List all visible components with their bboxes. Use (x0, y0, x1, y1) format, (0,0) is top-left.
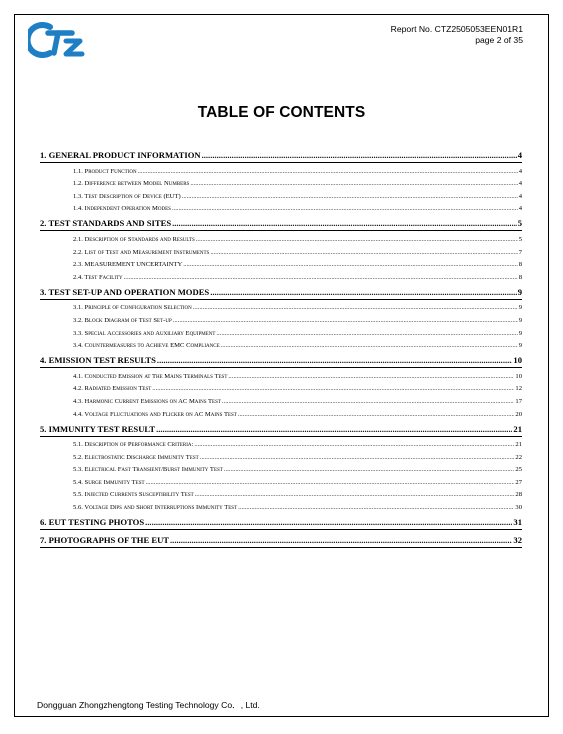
toc-entry-title: 4.1. Conducted Emission at The Mains Terminals Test (73, 372, 228, 380)
toc-entry-title: 5.1. Description of Performance Criteria: (73, 441, 194, 449)
toc-leader (145, 517, 512, 527)
toc-page-number: 4 (517, 150, 522, 160)
toc-leader (202, 150, 517, 160)
toc-leader (138, 168, 518, 176)
toc-section-title: 5. IMMUNITY TEST RESULT (40, 423, 156, 434)
report-header (391, 24, 523, 46)
toc-entry[interactable] (40, 163, 522, 176)
toc-section[interactable] (40, 218, 522, 231)
toc-page-number: 17 (515, 397, 522, 405)
toc-page-number: 27 (515, 478, 522, 486)
toc-leader (210, 287, 516, 297)
toc-leader (194, 441, 514, 449)
toc-page-number: 25 (515, 466, 522, 474)
toc-entry-title: 1.4. Independent Operation Modes (73, 205, 171, 213)
toc-leader (182, 193, 518, 201)
toc-entry[interactable] (40, 487, 522, 500)
toc-page-number: 20 (515, 410, 522, 418)
toc-leader (216, 330, 517, 338)
toc-leader (238, 504, 514, 512)
toc-entry-title: 2.3. MEASUREMENT UNCERTAINTY (73, 261, 183, 269)
toc-entry-title: 1.3. Test Description of Device (EUT) (73, 192, 181, 200)
toc-entry[interactable] (40, 449, 522, 462)
toc-entry-title: 4.3. Harmonic Current Emissions on AC Mains Test (73, 397, 221, 405)
toc-leader (190, 180, 517, 188)
ctz-logo (28, 21, 90, 61)
page-indicator: page 2 of 35 (475, 35, 523, 45)
company-footer: Dongguan Zhongzhengtong Testing Technology Co．, Ltd. (37, 700, 260, 710)
toc-section[interactable] (40, 424, 522, 437)
toc-entry-title: 2.4. Test Facility (73, 273, 123, 281)
toc-entry-title: 4.2. Radiated Emission Test (73, 385, 152, 393)
toc-entry[interactable] (40, 393, 522, 406)
toc-entry-title: 3.4. Countermeasures to Achieve EMC Compliance (73, 342, 220, 350)
toc-section[interactable] (40, 355, 522, 368)
toc-leader (170, 535, 512, 545)
toc-entry-title: 5.3. Electrical Fast Transient/Burst Immunity Test (73, 466, 223, 474)
toc-page-number: 7 (518, 248, 522, 256)
toc-leader (228, 373, 514, 381)
toc-entry[interactable] (40, 406, 522, 419)
toc-leader (193, 304, 518, 312)
toc-entry[interactable] (40, 338, 522, 351)
toc-section-title: 4. EMISSION TEST RESULTS (40, 355, 156, 366)
toc-section-title: 7. PHOTOGRAPHS OF THE EUT (40, 535, 170, 546)
toc-section[interactable] (40, 287, 522, 300)
toc-entry[interactable] (40, 368, 522, 381)
toc-entry[interactable] (40, 244, 522, 257)
toc-leader (172, 205, 518, 213)
toc-entry-title: 1.1. Product Function (73, 167, 137, 175)
report-number: Report No. CTZ2505053EEN01R1 (390, 24, 523, 34)
toc-page-number: 4 (518, 205, 522, 213)
toc-section[interactable] (40, 535, 522, 548)
toc-leader (157, 355, 512, 365)
toc-page-number: 9 (517, 286, 522, 297)
toc-section-title: 6. EUT TESTING PHOTOS (40, 517, 145, 528)
toc-page-number: 21 (513, 423, 522, 434)
toc-leader (172, 218, 517, 228)
toc-entry-title: 2.1. Description of Standards and Results (73, 235, 195, 243)
toc-entry-title: 2.2. List of Test and Measurement Instruments (73, 248, 210, 256)
toc-section[interactable] (40, 517, 522, 530)
toc-page-number: 10 (515, 372, 522, 380)
toc-entry[interactable] (40, 325, 522, 338)
toc-section-title: 2. TEST STANDARDS AND SITES (40, 218, 172, 229)
toc-entry[interactable] (40, 312, 522, 325)
toc-page-number: 4 (518, 167, 522, 175)
toc-section[interactable] (40, 150, 522, 163)
toc-entry[interactable] (40, 462, 522, 475)
toc-entry[interactable] (40, 269, 522, 282)
toc-entry[interactable] (40, 474, 522, 487)
toc-page-number: 4 (518, 192, 522, 200)
toc-entry-title: 1.2. Difference between Model Numbers (73, 180, 190, 188)
toc-leader (238, 411, 515, 419)
toc-page-number: 8 (518, 273, 522, 281)
toc-page-number: 31 (513, 517, 522, 528)
toc-page-number: 28 (515, 491, 522, 499)
toc-page-number: 9 (518, 304, 522, 312)
toc-entry[interactable] (40, 437, 522, 450)
toc-entry[interactable] (40, 499, 522, 512)
toc-page-number: 9 (518, 329, 522, 337)
toc-entry-title: 3.1. Principle of Configuration Selection (73, 304, 192, 312)
toc-leader (221, 342, 518, 350)
toc-page-number: 4 (518, 180, 522, 188)
toc-page-number: 22 (515, 453, 522, 461)
toc-page-number: 8 (518, 261, 522, 269)
toc-leader (146, 479, 515, 487)
toc-leader (195, 491, 515, 499)
toc-leader (224, 466, 515, 474)
page-title: TABLE OF CONTENTS (197, 104, 366, 121)
toc-leader (152, 385, 514, 393)
toc-page-number: 12 (515, 385, 522, 393)
toc-entry-title: 5.5. Injected Currents Susceptibility Test (73, 491, 194, 499)
toc-page-number: 10 (513, 355, 522, 366)
toc-leader (196, 236, 518, 244)
toc-entry[interactable] (40, 300, 522, 313)
toc-leader (124, 274, 518, 282)
toc-entry[interactable] (40, 231, 522, 244)
toc-leader (210, 249, 517, 257)
toc-entry[interactable] (40, 188, 522, 201)
toc-leader (183, 261, 517, 269)
toc-entry[interactable] (40, 381, 522, 394)
toc-entry-title: 5.4. Surge Immunity Test (73, 478, 145, 486)
toc-entry[interactable] (40, 176, 522, 189)
toc-page-number: 5 (517, 218, 522, 229)
toc-entry-title: 3.3. Special Accessories and Auxiliary Equipment (73, 329, 216, 337)
toc-entry-title: 5.6. Voltage Dips and Short Interruptions Immunity Test (73, 504, 238, 512)
toc-entry-title: 4.4. Voltage Fluctuations and Flicker on AC Mains Test (73, 410, 237, 418)
toc-leader (173, 317, 518, 325)
toc-leader (222, 398, 514, 406)
toc-entry-title: 5.2. Electrostatic Discharge Immunity Test (73, 453, 199, 461)
toc-entry[interactable] (40, 201, 522, 214)
toc-section-title: 1. GENERAL PRODUCT INFORMATION (40, 150, 201, 160)
toc-leader (156, 424, 512, 434)
toc-section-title: 3. TEST SET-UP AND OPERATION MODES (40, 286, 210, 297)
toc-page-number: 21 (515, 441, 522, 449)
toc-page-number: 32 (513, 535, 522, 546)
toc-page-number: 9 (518, 316, 522, 324)
toc-entry-title: 3.2. Block Diagram of Test Set-up (73, 316, 172, 324)
toc-page-number: 5 (518, 235, 522, 243)
table-of-contents (40, 150, 522, 548)
toc-page-number: 9 (518, 342, 522, 350)
toc-entry[interactable] (40, 257, 522, 270)
toc-page-number: 30 (515, 504, 522, 512)
toc-leader (200, 454, 515, 462)
